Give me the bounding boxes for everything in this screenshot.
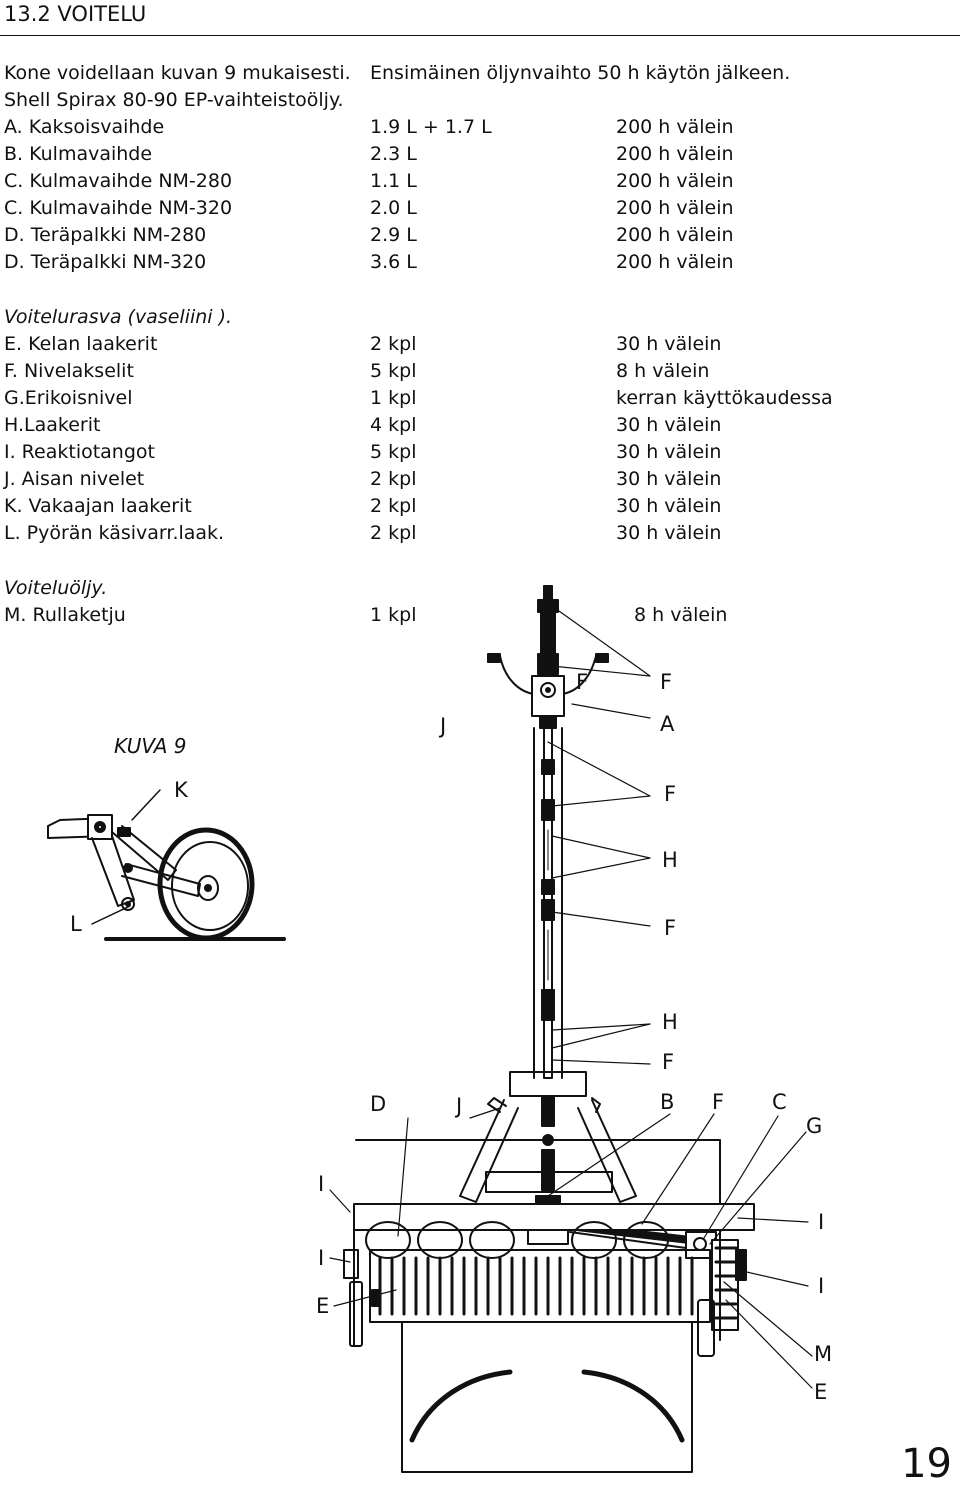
callout-f-top2: F <box>660 670 673 694</box>
intro-line-2: Shell Spirax 80-90 EP-vaihteistoöljy. <box>4 89 344 111</box>
grease-amount: 5 kpl <box>370 360 417 382</box>
callout-e1: E <box>316 1294 330 1318</box>
grease-amount: 2 kpl <box>370 333 417 355</box>
callout-f4: F <box>662 1050 675 1074</box>
grease-item: G.Erikoisnivel <box>4 387 133 409</box>
grease-amount: 2 kpl <box>370 522 417 544</box>
callout-i4: I <box>818 1274 825 1298</box>
grease-amount: 4 kpl <box>370 414 417 436</box>
intro-first-oil-change: Ensimäinen öljynvaihto 50 h käytön jälkeen. <box>370 62 791 84</box>
callout-b: B <box>660 1090 675 1114</box>
figure-caption: KUVA 9 <box>114 734 187 758</box>
callout-f2: F <box>664 782 677 806</box>
oil2-heading: Voiteluöljy. <box>4 577 108 599</box>
grease-amount: 2 kpl <box>370 495 417 517</box>
oil-item: A. Kaksoisvaihde <box>4 116 165 138</box>
grease-interval: kerran käyttökaudessa <box>616 387 833 409</box>
callout-h1: H <box>662 848 678 872</box>
grease-interval: 8 h välein <box>616 360 710 382</box>
grease-amount: 5 kpl <box>370 441 417 463</box>
grease-interval: 30 h välein <box>616 333 722 355</box>
oil-interval: 200 h välein <box>616 197 734 219</box>
oil-item: D. Teräpalkki NM-280 <box>4 224 207 246</box>
grease-amount: 2 kpl <box>370 468 417 490</box>
grease-item: J. Aisan nivelet <box>4 468 145 490</box>
grease-amount: 1 kpl <box>370 387 417 409</box>
section-title: 13.2 VOITELU <box>4 2 147 26</box>
grease-interval: 30 h välein <box>616 468 722 490</box>
callout-a: A <box>660 712 675 736</box>
oil-interval: 200 h välein <box>616 224 734 246</box>
page-number: 19 <box>901 1441 952 1487</box>
stabilizer-wheel-drawing <box>48 790 284 939</box>
grease-item: K. Vakaajan laakerit <box>4 495 192 517</box>
grease-interval: 30 h välein <box>616 522 722 544</box>
grease-item: F. Nivelakselit <box>4 360 134 382</box>
oil-amount: 2.0 L <box>370 197 417 219</box>
grease-interval: 30 h välein <box>616 441 722 463</box>
oil-item: B. Kulmavaihde <box>4 143 153 165</box>
callout-j2: J <box>456 1094 463 1118</box>
oil-amount: 3.6 L <box>370 251 417 273</box>
oil-amount: 1.9 L + 1.7 L <box>370 116 492 138</box>
callout-e2: E <box>814 1380 828 1404</box>
grease-item: H.Laakerit <box>4 414 101 436</box>
grease-interval: 30 h välein <box>616 495 722 517</box>
callout-h2: H <box>662 1010 678 1034</box>
callout-c: C <box>772 1090 787 1114</box>
callout-f5: F <box>712 1090 725 1114</box>
oil-amount: 2.3 L <box>370 143 417 165</box>
oil-item: D. Teräpalkki NM-320 <box>4 251 207 273</box>
oil-amount: 1.1 L <box>370 170 417 192</box>
oil-interval: 200 h välein <box>616 251 734 273</box>
grease-interval: 30 h välein <box>616 414 722 436</box>
callout-i2: I <box>318 1246 325 1270</box>
oil2-interval: 8 h välein <box>634 604 728 626</box>
callout-k: K <box>174 778 188 802</box>
callout-l: L <box>70 912 82 936</box>
oil-item: C. Kulmavaihde NM-280 <box>4 170 233 192</box>
grease-item: E. Kelan laakerit <box>4 333 158 355</box>
oil-item: C. Kulmavaihde NM-320 <box>4 197 233 219</box>
callout-f-top: F <box>576 670 589 694</box>
grease-heading: Voitelurasva (vaseliini ). <box>4 306 233 328</box>
oil-interval: 200 h välein <box>616 170 734 192</box>
oil2-item: M. Rullaketju <box>4 604 126 626</box>
callout-m: M <box>814 1342 833 1366</box>
callout-g: G <box>806 1114 823 1138</box>
oil2-amount: 1 kpl <box>370 604 417 626</box>
grease-item: I. Reaktiotangot <box>4 441 155 463</box>
callout-i3: I <box>818 1210 825 1234</box>
callout-f3: F <box>664 916 677 940</box>
oil-interval: 200 h välein <box>616 143 734 165</box>
oil-interval: 200 h välein <box>616 116 734 138</box>
grease-item: L. Pyörän käsivarr.laak. <box>4 522 225 544</box>
callout-i1: I <box>318 1172 325 1196</box>
mower-drawing <box>344 586 754 1472</box>
callout-j-top: J <box>440 714 447 738</box>
intro-line-1: Kone voidellaan kuvan 9 mukaisesti. <box>4 62 351 84</box>
oil-amount: 2.9 L <box>370 224 417 246</box>
callout-d: D <box>370 1092 387 1116</box>
